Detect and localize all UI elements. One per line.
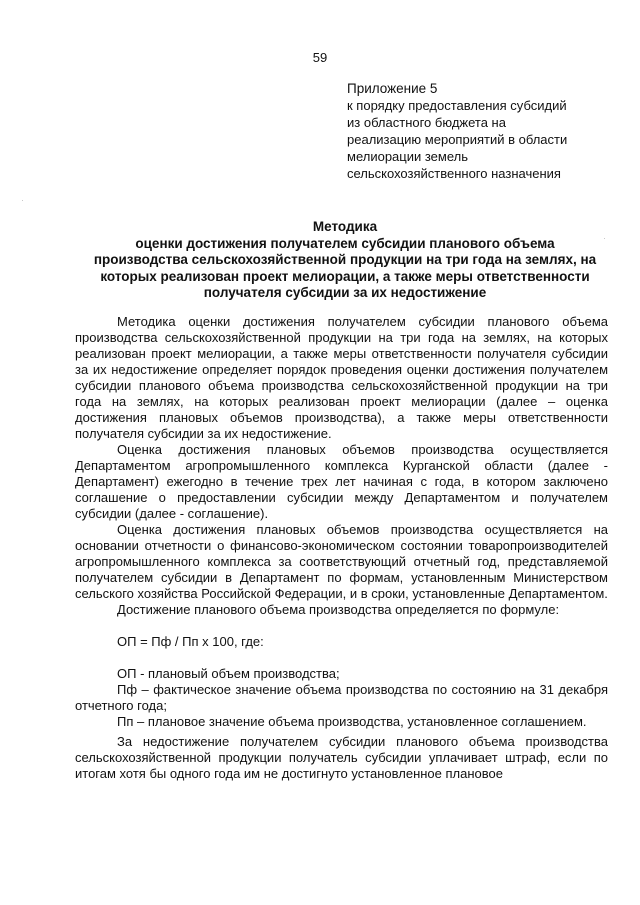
page-number: 59: [312, 50, 328, 65]
appendix-title: Приложение 5: [347, 81, 438, 96]
paragraph-formula-intro: Достижение планового объема производства определяется по формуле:: [117, 602, 560, 617]
title-line: получателя субсидии за их недостижение: [203, 285, 487, 300]
title-line: Методика: [312, 219, 378, 234]
document-body: [75, 314, 608, 782]
definition-pf: Пф – фактическое значение объема производства по состоянию на 31 декабря отчетного года;: [75, 682, 608, 713]
appendix-block: [347, 80, 617, 182]
appendix-line: к порядку предоставления субсидий: [347, 98, 567, 113]
appendix-line: из областного бюджета на: [347, 115, 506, 130]
document-title: [85, 219, 605, 302]
title-line: производства сельскохозяйственной продукции на три года на землях, на: [93, 252, 597, 267]
formula: ОП = Пф / Пп х 100, где:: [117, 634, 264, 649]
scan-speck: [604, 238, 605, 239]
paragraph-reporting-basis: Оценка достижения плановых объемов производства осуществляется на основании отчетности о финансово-экономическом состоянии товаропроизводителей агропромышленного комплекса за соответствующий отчетный год, представляемой получателем субсидии в Департамент по формам, установленным Министерством сельского хозяйства Российской Федерации, и в сроки, установленные Департаментом.: [75, 522, 608, 601]
paragraph-intro: Методика оценки достижения получателем субсидии планового объема производства сельскохозяйственной продукции на три года на землях, на которых реализован проект мелиорации, а также меры ответственности получателя субсидии за их недостижение определяет порядок проведения оценки достижения получателем субсидии планового объема производства сельскохозяйственной продукции на три года на землях, на которых реализован проект мелиорации (далее – оценка достижения плановых объемов производства), а также меры ответственности получателя субсидии за их недостижение.: [75, 314, 608, 441]
definition-pp: Пп – плановое значение объема производства, установленное соглашением.: [117, 714, 587, 729]
title-line: оценки достижения получателем субсидии планового объема: [135, 235, 555, 251]
title-line: которых реализован проект мелиорации, а также меры ответственности: [100, 268, 590, 284]
appendix-line: мелиорации земель: [347, 149, 468, 164]
paragraph-assessment: Оценка достижения плановых объемов производства осуществляется Департаментом агропромышленного комплекса Курганской области (далее - Департамент) ежегодно в течение трех лет начиная с года, в котором заключено соглашение о предоставлении субсидии между Департаментом и получателем субсидии (далее - соглашение).: [75, 442, 608, 521]
appendix-line: реализацию мероприятий в области: [347, 132, 568, 147]
scan-speck: [22, 200, 23, 201]
definition-op: ОП - плановый объем производства;: [117, 666, 340, 681]
appendix-line: сельскохозяйственного назначения: [347, 166, 561, 181]
paragraph-penalty: За недостижение получателем субсидии планового объема производства сельскохозяйственной продукции получатель субсидии уплачивает штраф, если по итогам хотя бы одного года им не достигнуто установленное плановое: [75, 734, 608, 781]
